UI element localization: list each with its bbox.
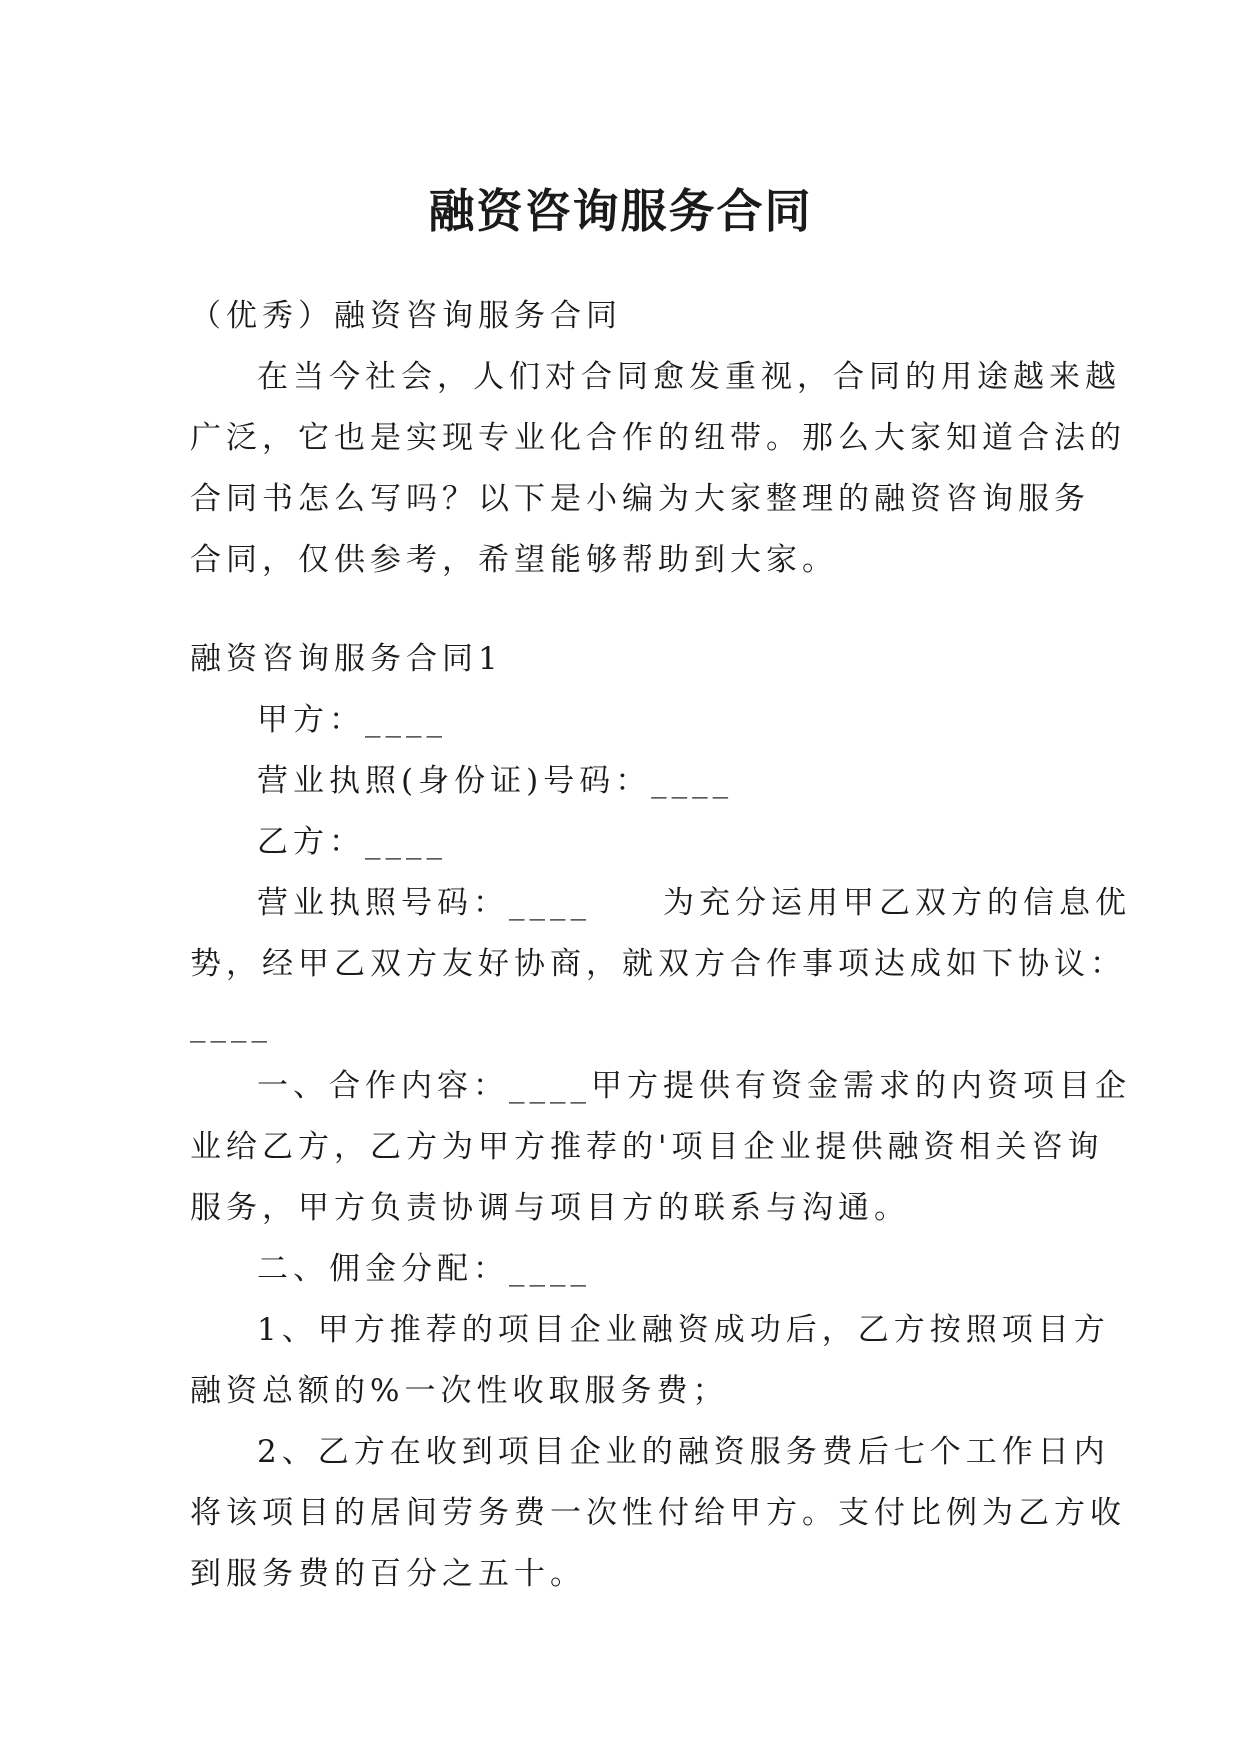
text-line: 合同书怎么写吗？以下是小编为大家整理的融资咨询服务 [190, 481, 1090, 517]
text-line: 营业执照(身份证)号码：____ [257, 763, 734, 799]
text-line: 业给乙方，乙方为甲方推荐的'项目企业提供融资相关咨询 [190, 1129, 1104, 1165]
text-line: ____ [190, 1007, 272, 1043]
text-line: 将该项目的居间劳务费一次性付给甲方。支付比例为乙方收 [190, 1495, 1126, 1531]
section-heading: 融资咨询服务合同1 [190, 641, 503, 677]
text-line: 二、佣金分配：____ [257, 1251, 591, 1287]
paragraph-gap [190, 591, 1062, 629]
text-line: 在当今社会，人们对合同愈发重视，合同的用途越来越 [257, 359, 1121, 395]
text-line: 甲方：____ [257, 702, 447, 738]
text-line: 广泛，它也是实现专业化合作的纽带。那么大家知道合法的 [190, 420, 1126, 456]
text-line: 1、甲方推荐的项目企业融资成功后，乙方按照项目方 [257, 1312, 1110, 1348]
text-line: 势，经甲乙双方友好协商，就双方合作事项达成如下协议： [190, 946, 1126, 982]
text-line: 营业执照号码：____ 为充分运用甲乙双方的信息优 [257, 885, 1131, 921]
text-line: （优秀）融资咨询服务合同 [190, 298, 622, 334]
text-line: 一、合作内容：____甲方提供有资金需求的内资项目企 [257, 1068, 1131, 1104]
text-line: 融资总额的%一次性收取服务费； [190, 1373, 729, 1409]
document-title: 融资咨询服务合同 [428, 183, 813, 238]
text-line: 到服务费的百分之五十。 [190, 1556, 586, 1592]
document-body [190, 286, 1131, 1605]
text-line: 服务，甲方负责协调与项目方的联系与沟通。 [190, 1190, 910, 1226]
text-line: 2、乙方在收到项目企业的融资服务费后七个工作日内 [257, 1434, 1110, 1470]
text-line: 乙方：____ [257, 824, 447, 860]
text-line: 合同，仅供参考，希望能够帮助到大家。 [190, 542, 838, 578]
